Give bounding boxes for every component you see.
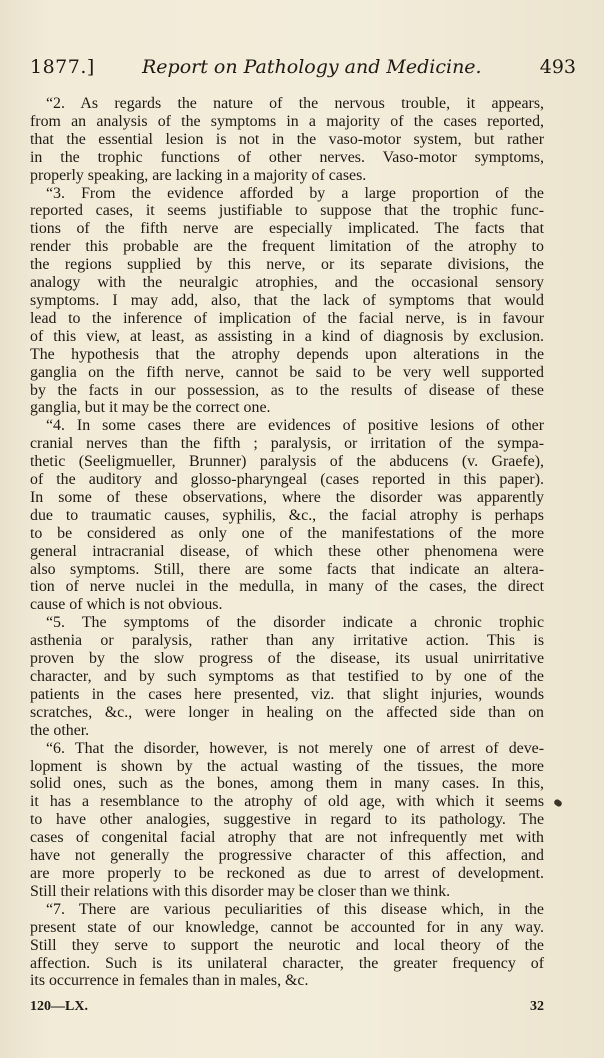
- text-line: “3. From the evidence afforded by a large proportion of the: [46, 184, 544, 202]
- text-line: cases of congenital facial atrophy that are not infrequently met with: [30, 829, 544, 847]
- text-line: from an analysis of the symptoms in a majority of the cases reported,: [30, 112, 544, 130]
- running-header: [30, 56, 576, 86]
- header-year: 1877.]: [30, 56, 95, 78]
- text-line: are more properly to be reckoned as due to arrest of development.: [30, 864, 544, 882]
- header-title: Report on Pathology and Medicine.: [142, 56, 482, 78]
- text-line: that the essential lesion is not in the vaso-motor system, but rather: [30, 130, 544, 148]
- text-line: tions of the fifth nerve are especially implicated. The facts that: [30, 220, 544, 238]
- text-line: it has a resemblance to the atrophy of old age, with which it seems: [30, 793, 544, 811]
- body-text: [30, 95, 544, 990]
- signature-mark: 120—LX.: [30, 999, 88, 1014]
- text-line: to be considered as only one of the manifestations of the more: [30, 524, 544, 542]
- sheet-number: 32: [530, 999, 544, 1014]
- text-line: solid ones, such as the bones, among them in many cases. In this,: [30, 775, 544, 793]
- text-line: character, and by such symptoms as that testified to by one of the: [30, 668, 544, 685]
- text-line: have not generally the progressive character of this affection, and: [30, 847, 544, 865]
- paragraph: [30, 95, 544, 185]
- paragraph: [30, 901, 544, 991]
- text-line: the other.: [30, 721, 90, 739]
- text-line: present state of our knowledge, cannot be accounted for in any way.: [30, 918, 544, 936]
- text-line: reported cases, it seems justifiable to suppose that the trophic func-: [30, 202, 544, 220]
- text-line: Still they serve to support the neurotic and local theory of the: [30, 936, 544, 954]
- text-line: symptoms. I may add, also, that the lack of symptoms that would: [30, 291, 544, 309]
- paragraph: [30, 614, 544, 739]
- text-line: general intracranial disease, of which these other phenomena were: [30, 542, 544, 560]
- text-line: lopment is shown by the actual wasting of the tissues, the more: [30, 757, 544, 775]
- text-line: its occurrence in females than in males, &c.: [30, 972, 309, 990]
- text-line: “2. As regards the nature of the nervous trouble, it appears,: [46, 95, 544, 112]
- paragraph: [30, 185, 544, 418]
- text-line: cranial nerves than the fifth ; paralysis, or irritation of the sympa-: [30, 435, 544, 453]
- text-line: ganglia, but it may be the correct one.: [30, 399, 271, 417]
- text-line: ganglia on the fifth nerve, cannot be said to be very well supported: [30, 363, 544, 381]
- text-line: cause of which is not obvious.: [30, 596, 223, 614]
- text-line: The hypothesis that the atrophy depends upon alterations in the: [30, 345, 544, 363]
- text-line: of this view, at least, as assisting in a kind of diagnosis by exclusion.: [30, 327, 544, 345]
- text-line: affection. Such is its unilateral character, the greater frequency of: [30, 954, 544, 972]
- text-line: analogy with the neuralgic atrophies, and the occasional sensory: [30, 274, 544, 292]
- text-line: also symptoms. Still, there are some facts that indicate an altera-: [30, 560, 544, 578]
- text-line: render this probable are the frequent limitation of the atrophy to: [30, 238, 544, 256]
- text-line: patients in the cases here presented, viz. that slight injuries, wounds: [30, 685, 544, 703]
- text-line: properly speaking, are lacking in a majority of cases.: [30, 166, 367, 184]
- text-line: Still their relations with this disorder may be closer than we think.: [30, 882, 451, 900]
- text-line: asthenia or paralysis, rather than any irritative action. This is: [30, 632, 544, 650]
- text-line: in the trophic functions of other nerves. Vaso-motor symptoms,: [30, 148, 544, 166]
- text-line: In some of these observations, where the disorder was apparently: [30, 488, 544, 506]
- paragraph: [30, 740, 544, 901]
- text-line: scratches, &c., were longer in healing on the affected side than on: [30, 703, 544, 721]
- text-line: lead to the inference of implication of the facial nerve, is in favour: [30, 309, 544, 327]
- text-line: proven by the slow progress of the disease, its usual unirritative: [30, 650, 544, 668]
- text-line: “6. That the disorder, however, is not merely one of arrest of deve-: [46, 739, 544, 757]
- text-line: due to traumatic causes, syphilis, &c., the facial atrophy is perhaps: [30, 506, 544, 524]
- page-number: 493: [539, 56, 576, 78]
- text-line: “4. In some cases there are evidences of positive lesions of other: [46, 417, 544, 435]
- ink-mark: [553, 798, 563, 808]
- text-line: to have other analogies, suggestive in regard to its pathology. The: [30, 811, 544, 829]
- paragraph: [30, 417, 544, 614]
- text-line: thetic (Seeligmueller, Brunner) paralysis of the abducens (v. Graefe),: [30, 453, 544, 471]
- text-line: “5. The symptoms of the disorder indicate a chronic trophic: [46, 614, 544, 632]
- text-line: tion of nerve nuclei in the medulla, in many of the cases, the direct: [30, 578, 544, 596]
- text-line: “7. There are various peculiarities of this disease which, in the: [46, 900, 544, 918]
- text-line: by the facts in our possession, as to the results of disease of these: [30, 381, 544, 399]
- text-line: the regions supplied by this nerve, or its separate divisions, the: [30, 256, 544, 274]
- text-line: of the auditory and glosso-pharyngeal (cases reported in this paper).: [30, 471, 544, 489]
